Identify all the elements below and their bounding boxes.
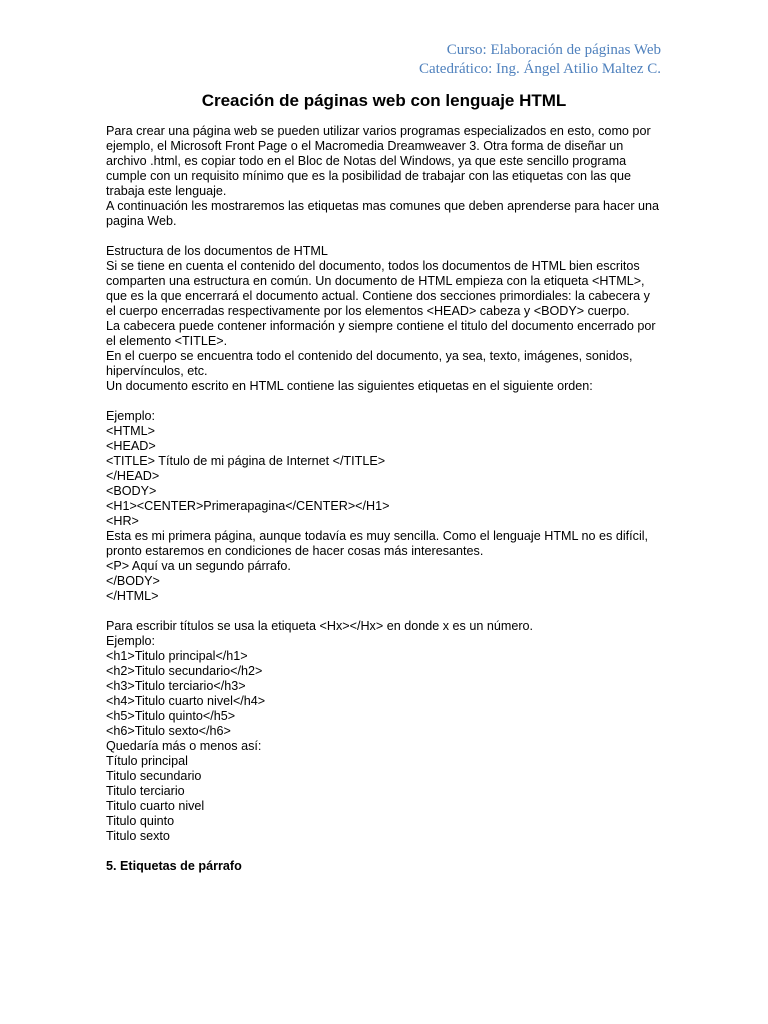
text-line: Para crear una página web se pueden utilizar varios programas especializados en esto, como por	[106, 124, 651, 138]
text-line: Título principal	[106, 754, 188, 768]
text-line: Quedaría más o menos así:	[106, 739, 262, 753]
text-line: el elemento <TITLE>.	[106, 334, 228, 348]
text-line: La cabecera puede contener información y siempre contiene el titulo del documento encerrado por	[106, 319, 656, 333]
text-line: comparten una estructura en común. Un documento de HTML empieza con la etiqueta <HTML>,	[106, 274, 645, 288]
text-line: pronto estaremos en condiciones de hacer cosas más interesantes.	[106, 544, 484, 558]
text-line: pagina Web.	[106, 214, 177, 228]
blank-line	[106, 229, 676, 244]
text-line: </HTML>	[106, 589, 159, 603]
text-line: <h5>Titulo quinto</h5>	[106, 709, 236, 723]
text-line: <h3>Titulo terciario</h3>	[106, 679, 246, 693]
text-line: Titulo secundario	[106, 769, 202, 783]
text-line: el cuerpo encerradas respectivamente por los elementos <HEAD> cabeza y <BODY> cuerpo.	[106, 304, 630, 318]
text-line: <H1><CENTER>Primerapagina</CENTER></H1>	[106, 499, 390, 513]
text-line: ejemplo, el Microsoft Front Page o el Macromedia Dreamweaver 3. Otra forma de diseñar un	[106, 139, 624, 153]
text-line: <P> Aquí va un segundo párrafo.	[106, 559, 291, 573]
text-line: Titulo terciario	[106, 784, 185, 798]
text-line: <h6>Titulo sexto</h6>	[106, 724, 231, 738]
text-line: Para escribir títulos se usa la etiqueta <Hx></Hx> en donde x es un número.	[106, 619, 534, 633]
text-line: Estructura de los documentos de HTML	[106, 244, 328, 258]
text-line: archivo .html, es copiar todo en el Bloc de Notas del Windows, ya que este sencillo programa	[106, 154, 627, 168]
text-line: Titulo quinto	[106, 814, 175, 828]
text-line: Titulo sexto	[106, 829, 170, 843]
text-line: <h4>Titulo cuarto nivel</h4>	[106, 694, 266, 708]
text-line: <h2>Titulo secundario</h2>	[106, 664, 263, 678]
text-line: <HTML>	[106, 424, 155, 438]
text-line: trabaja este lenguaje.	[106, 184, 227, 198]
blank-line	[106, 604, 676, 619]
text-line: <HR>	[106, 514, 139, 528]
text-line: A continuación les mostraremos las etiquetas mas comunes que deben aprenderse para hacer una	[106, 199, 660, 213]
professor-name: Catedrático: Ing. Ángel Atilio Maltez C.	[418, 61, 661, 77]
text-line: que es la que encerrará el documento actual. Contiene dos secciones primordiales: la cabecera y	[106, 289, 650, 303]
text-line: Un documento escrito en HTML contiene las siguientes etiquetas en el siguiente orden:	[106, 379, 593, 393]
text-line: </BODY>	[106, 574, 160, 588]
text-line: <HEAD>	[106, 439, 156, 453]
text-line: Esta es mi primera página, aunque todavía es muy sencilla. Como el lenguaje HTML no es difícil,	[106, 529, 649, 543]
text-line: hipervínculos, etc.	[106, 364, 208, 378]
page-header	[419, 41, 661, 79]
text-line: </HEAD>	[106, 469, 160, 483]
text-line: <TITLE> Título de mi página de Internet </TITLE>	[106, 454, 386, 468]
text-line: <BODY>	[106, 484, 157, 498]
document-title: Creación de páginas web con lenguaje HTML	[201, 91, 567, 110]
text-line: Si se tiene en cuenta el contenido del documento, todos los documentos de HTML bien escritos	[106, 259, 640, 273]
text-line: <h1>Titulo principal</h1>	[106, 649, 248, 663]
course-name: Curso: Elaboración de páginas Web	[446, 42, 661, 58]
section-heading: 5. Etiquetas de párrafo	[106, 859, 242, 873]
text-line: Ejemplo:	[106, 634, 155, 648]
text-line: En el cuerpo se encuentra todo el contenido del documento, ya sea, texto, imágenes, sonidos,	[106, 349, 633, 363]
blank-line	[106, 394, 676, 409]
document-body	[106, 124, 676, 874]
text-line: Ejemplo:	[106, 409, 155, 423]
blank-line	[106, 844, 676, 859]
text-line: cumple con un requisito mínimo que es la posibilidad de trabajar con las etiquetas con las que	[106, 169, 632, 183]
text-line: Titulo cuarto nivel	[106, 799, 205, 813]
